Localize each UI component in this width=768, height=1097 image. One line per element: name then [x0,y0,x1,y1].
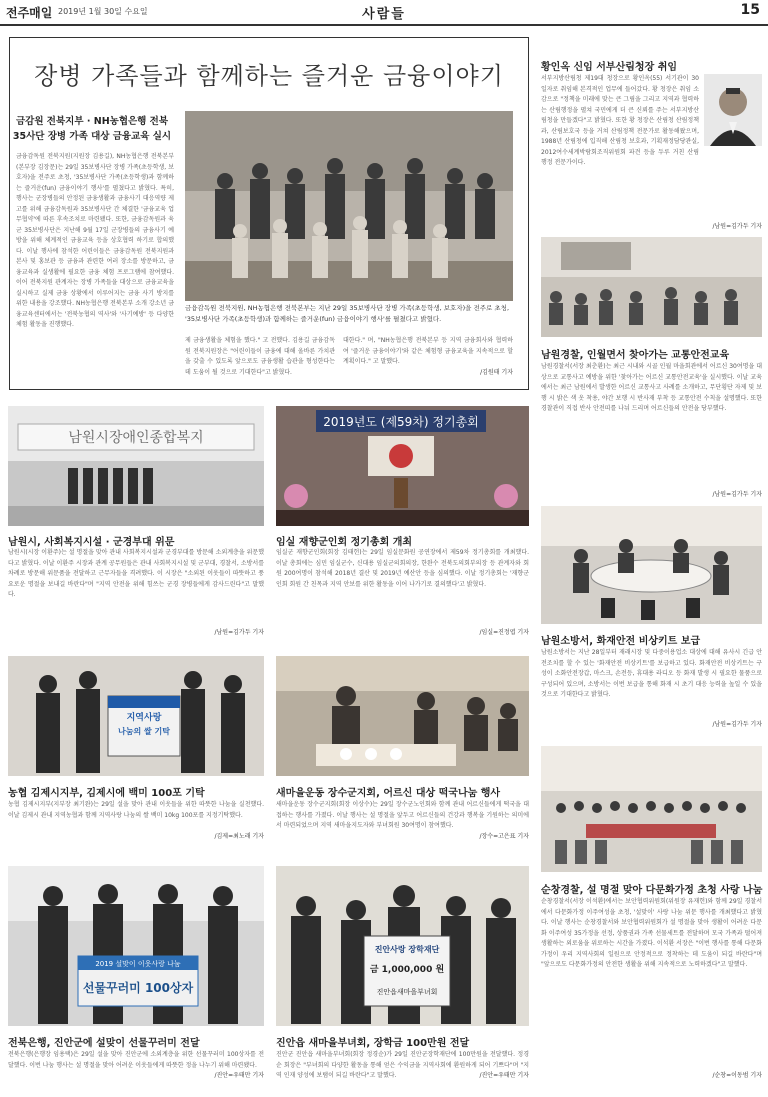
sunchang-group-photo [541,746,762,872]
fire-body: 남원소방서는 지난 28일부터 재래시장 및 다중이용업소 대상에 대해 유사시 긴급 안전조치를 할 수 있는 '화재안전 비상키트'를 보급하고 있다. 화재안전 비상키트는 구성이 소화안전장갑, 마스크, 손전등, 휴대용 라디오 등 화재 발생 시 필요한 물품으로 구성되어 있으며, 소방서는 이번 보급을 통해 화재 시 초기 대응 능력을 높일 수 있을 것으로 기대한다고 밝혔다. [541,649,762,698]
svg-text:남원시장애인종합복지: 남원시장애인종합복지 [68,430,204,446]
nh-gimje-photo [8,656,264,776]
jinan-sign-line3: 진안읍새마을부녀회 [376,988,438,996]
feature-photo-caption: 금융감독원 전북지원, NH농협은행 전북본부는 지난 29일 35보병사단 장병 가족(초등학생, 보호자)을 전주로 초청, '35보병사단 가족(초등학생)과 함께하는 즐거운(fun) 금융이야기 행사'를 펼쳤다고 밝혔다. [185,304,510,323]
feature-group-photo [185,111,513,301]
saemaeul-headline: 새마을운동 장수군지회, 어르신 대상 떡국나눔 행사 [276,788,501,799]
jinan-headline: 진안읍 새마을부녀회, 장학금 100만원 전달 [276,1038,470,1049]
fire-byline: /남원=김가두 기자 [712,721,762,728]
profile-body: 서부지방산림청 제19대 청장으로 황인옥(55) 서기관이 30일자로 취임해 본격적인 업무에 들어갔다. 황 청장은 취임 소감으로 "정책을 미래에 맞는 큰 그림을 그리고 지역과 협력하는 산림행정을 펼쳐 국민에게 더 큰 신뢰를 주는 서부지방산림청을 만들겠다"고 밝혔다. 또한 황 청장은 산림청 산림정책과, 산림보호국 등을 거쳐 산림정책 전문가로 활동해왔으며, 1988년 산림청에 입직해 산림청 보호과, 기획재정담당관실, 2012여수세계박람회조직위원회 파견 등을 두루 거친 산림행정 전문가이다. [541,75,699,166]
jbbank-sign-line2: 선물꾸러미 100상자 [82,981,194,995]
saemaeul-photo [276,656,529,776]
feature-subtitle-1: 금감원 전북지부 · NH농협은행 전북 [15,116,169,127]
police-photo [541,237,762,337]
imsil-banner-text: 2019년도 (제59차) 정기총회 [323,415,479,429]
jbbank-byline: /진안=우태만 기자 [214,1072,264,1079]
feature-body-left: 금융감독원 전북지원(지원장 김용길), NH농협은행 전북본부(본부장 김장문)는 29일 35보병사단 장병 가족(초등학생, 보호자)을 전주로 초청, '35보병사단 가족(초등학생)과 함께하는 즐거운(fun) 금융이야기 행사'를 펼쳤다고 밝혔다. 특히, 행사는 군장병들의 안정된 금융생활과 금융사기 대응역량 제고를 위해 금융감독원과 35보병사단 간 체결한 '금융교육 업무협약'에 따른 후속조치로 마련됐다. 또한, 금융감독원과 육군 35보병사단은 지난해 9월 17일 군장병들의 금융사기 예방을 위해 체계적인 금융교육 등을 상호협력 하기로 합의했다. 이날 행사에 참석한 어린이들은 금융감독원 전북지원과 본사 및 홍보관 등 금융과 관련한 여러 장소를 방문하고, 금융교육과 실생활에 필요한 금융 체험 프로그램에 참여했다. 이어 전북지원 관계자는 장병 가족들을 대상으로 금융교육을 실시하고 실제 금융 상황에서 이루어지는 금융 사기 방지를 위한 내용을 강조했다. NH농협은행 전북본부 소개 강소년 금융교육센터에서는 '전북농협의 역사'와 '사기예방' 등 다양한 체험 활동을 진행했다. [16,153,174,328]
fire-headline: 남원소방서, 화재안전 비상키트 보급 [541,636,701,647]
police-body: 남원경찰서(서장 최춘환)는 최근 시내와 시골 인월 마을회관에서 어르신 30여명을 대상으로 교통사고 예방을 위한 '찾아가는 어르신 교통안전교육'을 실시했다. 이날 교육에서는 최근 남원에서 발생한 어르신 교통사고 사례를 소개하고, 무단횡단 자제 및 보행 시 밝은 색 옷 착용, 야간 보행 시 반사재 부착 등 교통안전 수칙을 설명했다. 또한 경찰관이 직접 반사 안전띠를 나눠 드리며 어르신들의 안전을 당부했다. [541,363,762,412]
section-title: 사람들 [362,7,406,22]
jbbank-headline: 전북은행, 진안군에 설맞이 선물꾸러미 전달 [8,1038,200,1049]
nh-gimje-body: 농협 김제시지부(지부장 최기완)는 29일 설을 맞아 관내 이웃들을 위한 따뜻한 나눔을 실천했다. 이날 김제시 관내 지역농협과 함께 지역사랑 나눔의 쌀 백미 10kg 100포를 지정기탁했다. [8,801,264,819]
welfare-headline: 남원시, 사회복지시설 · 군경부대 위문 [8,537,175,548]
saemaeul-body: 새마을운동 장수군지회(회장 이상수)는 29일 장수군노인회와 함께 관내 어르신들에게 떡국을 대접하는 행사를 가졌다. 이날 행사는 설 명절을 앞두고 어르신들의 건강과 행복을 기원하는 의미에서 마련되었으며 지역 새마을지도자와 부녀회원 30여명이 참여했다. [276,801,529,829]
newspaper-logo: 전주매일 [6,6,53,20]
imsil-meeting-photo [276,406,529,526]
imsil-body: 임실군 재향군인회(회장 김태헌)는 29일 임실문화원 공연장에서 제59차 정기총회를 개최했다. 이날 총회에는 심민 임실군수, 신대용 임실군의회의장, 한완수 전북도의회부의장 등 관계자와 회원 200여명이 참석해 2018년 결산 및 2019년 예산안 등을 심의했다. 이날 정기총회는 '재향군인회 회원 간 친목과 지역 안보를 위한 활동을 이어 나가기로 결의했다'고 밝혔다. [276,549,529,588]
sunchang-byline: /순창=이동범 기자 [712,1072,762,1079]
page-number: 15 [740,2,760,18]
saemaeul-byline: /장수=고은표 기자 [479,833,529,840]
imsil-headline: 임실 재향군인회 정기총회 개최 [276,537,413,548]
nh-gimje-byline: /김제=최노래 기자 [214,833,264,840]
feature-body-right: 대한다." 며, "NH농협은행 전북본부 등 지역 금융회사와 협력하여 '즐거운 금융이야기'와 같은 체험형 금융교육을 지속적으로 할 계획이다." 고 말했다. [343,337,513,365]
profile-headline: 황인옥 신임 서부산림청장 취임 [541,62,678,73]
police-headline: 남원경찰, 인월면서 찾아가는 교통안전교육 [541,350,730,361]
nh-sign-line2: 나눔의 쌀 기탁 [118,727,170,736]
imsil-byline: /임실=진정엽 기자 [479,629,529,636]
nh-gimje-headline: 농협 김제시지부, 김제시에 백미 100포 기탁 [8,788,205,799]
welfare-photo [8,406,264,526]
feature-subtitle-2: 35사단 장병 가족 대상 금융교육 실시 [12,131,172,142]
jinan-sign-line1: 진안사랑 장학재단 [374,945,440,954]
jbbank-body: 전북은행(은행장 임용택)은 29일 설을 맞아 진안군에 소외계층을 위한 선물꾸러미 100상자를 전달했다. 이번 나눔 행사는 설 명절을 맞아 어려운 이웃들에게 따뜻한 정을 나누기 위해 마련됐다. [8,1051,264,1069]
feature-body-mid: 제 금융생활을 체험을 했다." 고 전했다. 김용길 금융감독원 전북지원장은 "어린이들이 금융에 대해 올바른 가치관을 갖출 수 있도록 앞으로도 금융생활 습관을 형성한다는데 도움이 될 것으로 기대한다"고 밝혔다. [185,337,335,376]
issue-date: 2019년 1월 30일 수요일 [58,7,148,16]
police-byline: /남원=김가두 기자 [712,491,762,498]
profile-byline: /남원=김가두 기자 [712,223,762,230]
feature-title: 장병 가족들과 함께하는 즐거운 금융이야기 [34,62,504,90]
jbbank-sign-line1: 2019 설맞이 이웃사랑 나눔 [95,960,181,968]
jinan-photo [276,866,529,1026]
welfare-byline: /남원=김가두 기자 [214,629,264,636]
page-header [0,0,768,26]
sunchang-headline: 순창경찰, 설 명절 맞아 다문화가정 초청 사랑 나눔 [541,885,763,896]
welfare-body: 남원시(시장 이환주)는 설 명절을 맞아 관내 사회복지시설과 군경부대를 방문해 소외계층을 위문했다고 밝혔다. 이날 이환주 시장과 관계 공무원들은 관내 사회복지시설 및 군부대, 경찰서, 소방서를 차례로 방문해 위문품을 전달하고 근무자들을 격려했다. 이 시장은 "소외된 이웃들이 따뜻하고 풍요로운 명절을 보내길 바란다"며 "지역 안전을 위해 힘쓰는 군경 장병들에게 감사드린다"고 말했다. [8,549,264,598]
fire-station-photo [541,506,762,624]
sunchang-body: 순창경찰서(서장 이석환)에서는 보안협력위원회(위원장 유재헌)와 함께 29일 경찰서에서 다문화가정 이주여성을 초청, '설맞이' 사랑 나눔 위문 행사를 개최했다고 밝혔다. 이날 행사는 순창경찰서와 보안협력위원회가 설 명절을 맞아 생활이 어려운 다문화 이주여성 35가정을 선정, 상품권과 가족 선물세트를 전달하며 모국 가족과 떨어져 생활하는 외로움을 위로하는 시간을 가졌다. 이석환 서장은 "이번 행사를 통해 다문화가정이 우리 지역사회의 일원으로 안정적으로 정착하는 데 도움이 되길 바란다"며 "앞으로도 다문화가정의 안전한 생활을 위해 지속적으로 노력하겠다"고 말했다. [541,898,762,968]
profile-portrait [704,74,762,146]
nh-sign-line1: 지역사랑 [126,713,162,723]
jbbank-photo [8,866,264,1026]
jinan-sign-line2: 금 1,000,000 원 [369,965,445,975]
jinan-byline: /진안=우태만 기자 [479,1072,529,1079]
jinan-body: 진안군 진안읍 새마을부녀회(회장 정경순)가 29일 진안군장학재단에 100만원을 전달했다. 정경순 회장은 "부녀회의 다양한 활동을 통해 얻은 수익금을 지역사회에 환원하게 되어 기쁘다"며 "지역 인재 양성에 보탬이 되길 바란다"고 말했다. [276,1051,529,1079]
feature-byline: /김원태 기자 [480,369,513,376]
